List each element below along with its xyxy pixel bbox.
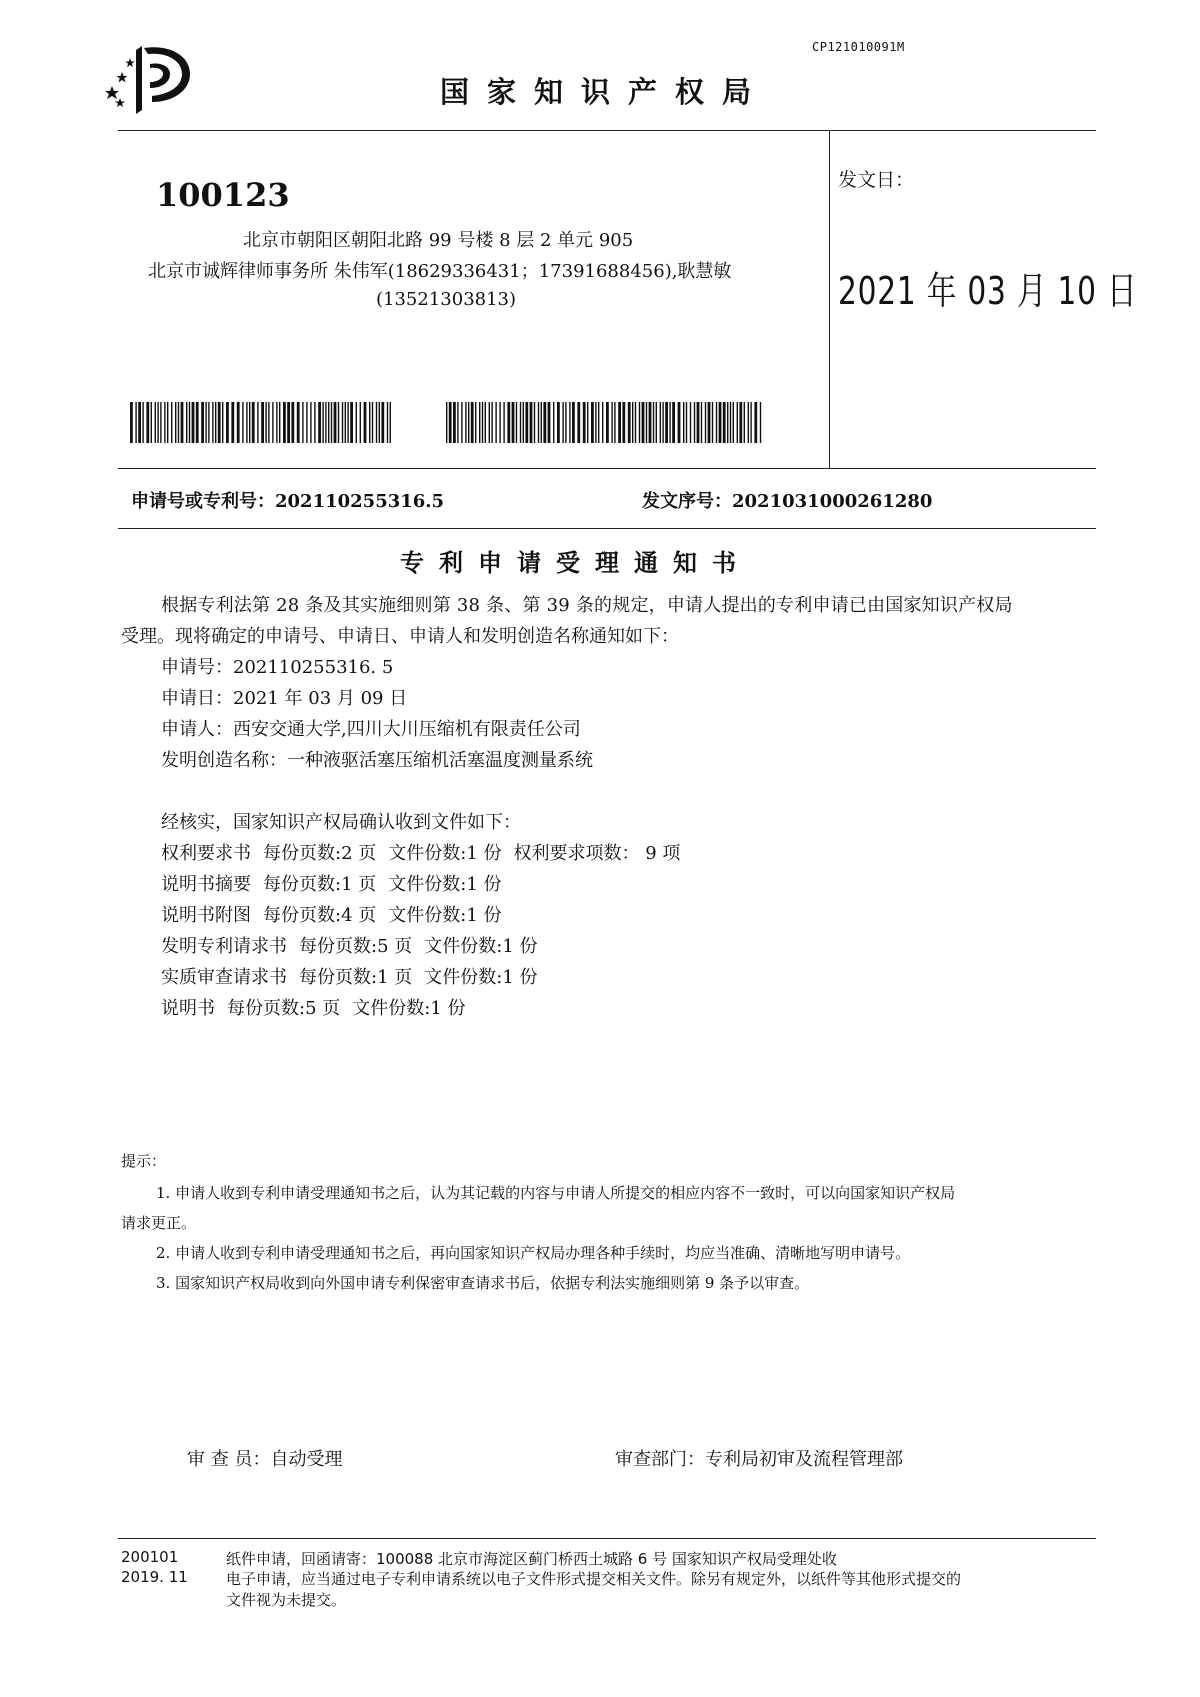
file-row [161,839,692,865]
form-code: 200101 [121,1548,179,1566]
examination-department: 审查部门：专利局初审及流程管理部 [615,1449,903,1470]
file-row [161,870,514,896]
address-line-3: (13521303813) [376,289,517,310]
file-copies: 文件份数:1 份 [388,874,502,895]
serial-number-value: 2021031000261280 [732,491,933,512]
file-copies: 文件份数:1 份 [352,998,466,1019]
address-line-2: 北京市诚辉律师事务所 朱伟军(18629336431；17391688456),耿慧敏 [148,261,732,282]
tip-1-line-1: 1. 申请人收到专利申请受理通知书之后，认为其记载的内容与申请人所提交的相应内容不一致时，可以向国家知识产权局 [156,1184,956,1202]
date-column-divider [829,130,830,468]
file-row [161,963,550,989]
file-pages: 每份页数:2 页 [263,843,377,864]
serial-number-label: 发文序号： [642,491,732,512]
file-pages: 每份页数:4 页 [263,905,377,926]
file-copies: 文件份数:1 份 [388,843,502,864]
file-name: 说明书摘要 [161,874,251,895]
tips-label: 提示： [121,1152,167,1170]
file-row [161,994,478,1020]
barcode-right [446,402,762,443]
document-code: CP121010091M [812,40,905,54]
file-copies: 文件份数:1 份 [424,967,538,988]
file-copies: 文件份数:1 份 [388,905,502,926]
file-pages: 每份页数:5 页 [227,998,341,1019]
barcode-left [130,402,392,443]
file-pages: 每份页数:1 页 [299,967,413,988]
application-number-ref [131,487,444,513]
notice-paragraph-line-2: 受理。现将确定的申请号、申请日、申请人和发明创造名称通知如下： [121,626,679,647]
confirmation-line: 经核实，国家知识产权局确认收到文件如下： [161,812,521,833]
file-row [161,901,514,927]
footer-line-1: 纸件申请，回函请寄：100088 北京市海淀区蓟门桥西土城路 6 号 国家知识产权局受理处收 [226,1550,837,1568]
tip-3: 3. 国家知识产权局收到向外国申请专利保密审查请求书后，依据专利法实施细则第 9 条予以审查。 [156,1274,810,1292]
issue-date: 2021 年 03 月 10 日 [838,269,1138,313]
application-number-value: 202110255316.5 [275,491,445,512]
file-name: 说明书 [161,998,215,1019]
examiner: 审 查 员：自动受理 [187,1449,343,1470]
footer-line-3: 文件视为未提交。 [226,1591,347,1609]
agency-title: 国家知识产权局 [440,75,770,109]
address-block-divider [118,468,1096,469]
serial-number-ref [642,487,932,513]
cnipa-logo [100,44,195,114]
file-row [161,932,550,958]
application-number-label: 申请号或专利号： [131,491,275,512]
file-name: 发明专利请求书 [161,936,287,957]
file-name: 说明书附图 [161,905,251,926]
application-number-line: 申请号：202110255316. 5 [161,657,394,678]
file-name: 权利要求书 [161,843,251,864]
notice-title: 专利申请受理通知书 [400,549,751,577]
application-date-line: 申请日：2021 年 03 月 09 日 [161,688,408,709]
reference-divider [118,528,1096,529]
file-copies: 文件份数:1 份 [424,936,538,957]
form-version: 2019. 11 [121,1568,188,1586]
tip-1-line-2: 请求更正。 [121,1214,197,1232]
file-pages: 每份页数:1 页 [263,874,377,895]
footer-divider [118,1538,1096,1539]
postal-code: 100123 [156,176,290,214]
file-extra: 权利要求项数： 9 项 [513,843,681,864]
footer-line-2: 电子申请，应当通过电子专利申请系统以电子文件形式提交相关文件。除另有规定外，以纸件等其他形式提交的 [226,1570,962,1588]
issue-date-label: 发文日： [838,169,915,191]
address-line-1: 北京市朝阳区朝阳北路 99 号楼 8 层 2 单元 905 [243,230,634,251]
applicant-line: 申请人：西安交通大学,四川大川压缩机有限责任公司 [161,719,581,740]
tip-2: 2. 申请人收到专利申请受理通知书之后，再向国家知识产权局办理各种手续时，均应当准确、清晰地写明申请号。 [156,1244,911,1262]
header-divider [118,130,1096,131]
notice-paragraph-line-1: 根据专利法第 28 条及其实施细则第 38 条、第 39 条的规定，申请人提出的专利申请已由国家知识产权局 [161,595,1013,616]
file-pages: 每份页数:5 页 [299,936,413,957]
invention-title-line: 发明创造名称：一种液驱活塞压缩机活塞温度测量系统 [161,750,593,771]
file-name: 实质审查请求书 [161,967,287,988]
